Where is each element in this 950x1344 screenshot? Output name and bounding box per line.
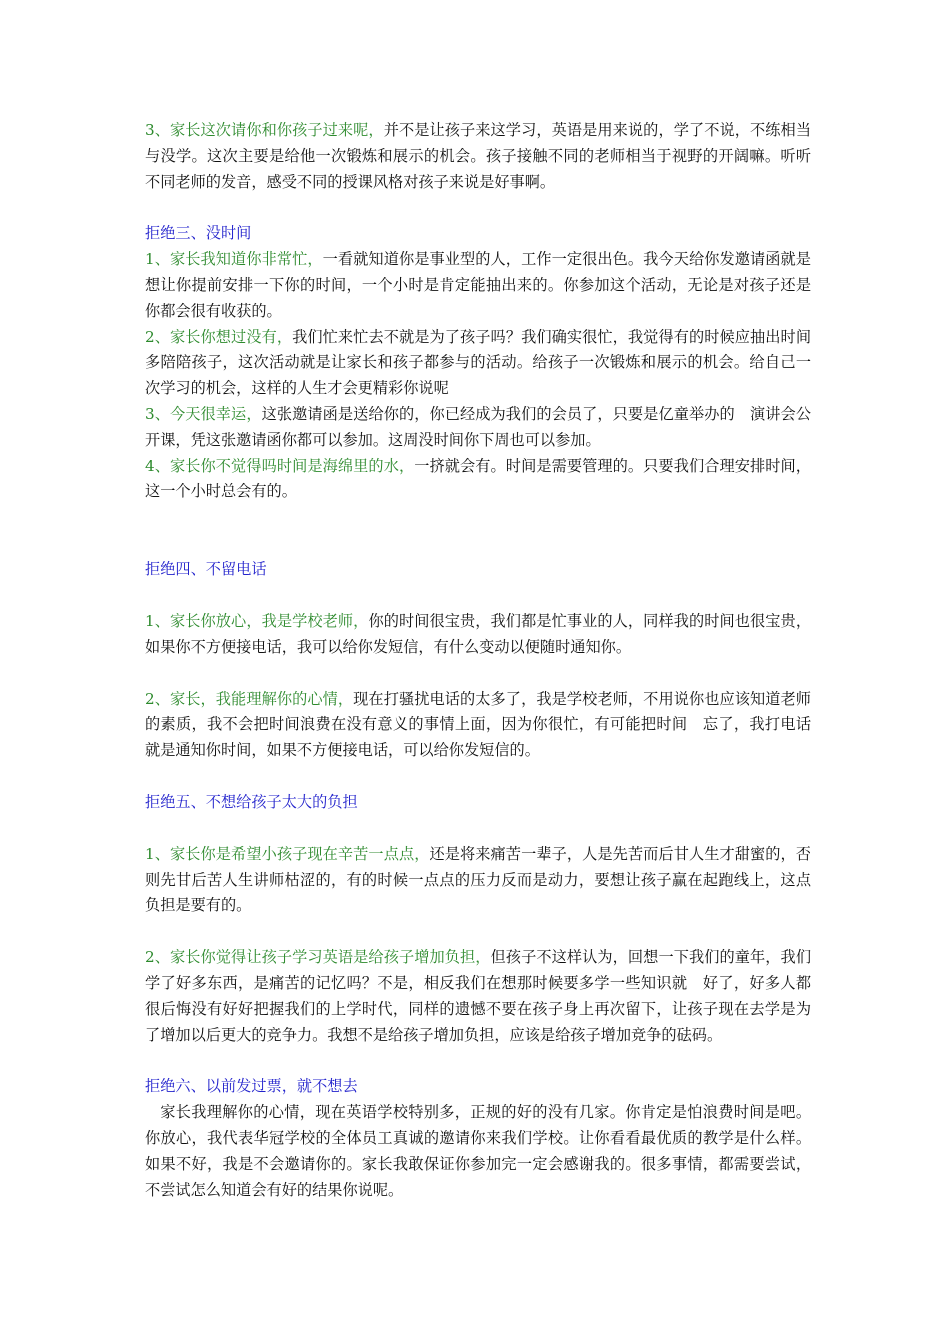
highlight-phrase: 1、家长我知道你非常忙， [145,250,323,269]
document-body [145,118,811,1203]
spacer [145,764,811,790]
section-heading: 拒绝六、以前发过票，就不想去 [145,1077,358,1096]
spacer [145,505,811,557]
highlight-phrase: 1、家长你放心，我是学校老师， [145,611,369,630]
section-heading: 拒绝五、不想给孩子太大的负担 [145,792,358,811]
spacer [145,919,811,945]
highlight-phrase: 3、家长这次请你和你孩子过来呢， [145,121,384,139]
spacer [145,195,811,221]
highlight-phrase: 2、家长你想过没有， [145,327,293,346]
spacer [145,816,811,842]
paragraph-text: 家长我理解你的心情，现在英语学校特别多，正规的好的没有几家。你肯定是怕浪费时间是吧。你放心，我代表华冠学校的全体员工真诚的邀请你来我们学校。让你看看最优质的教学是什么样。如果不好，我是不会邀请你的。家长我敢保证你参加完一定会感谢我的。很多事情，都需要尝试，不尝试怎么知道会有好的结果你说呢。 [145,1103,811,1199]
paragraph [145,402,811,454]
paragraph [145,1100,811,1203]
paragraph [145,118,811,195]
paragraph-text: 一看就知道你是事业型的人，工作一定很出色。我今天给你发邀请函就是想让你提前安排一下你的时间，一个小时是肯定能抽出来的。你参加这个活动，无论是对孩子还是你都会很有收获的。 [145,250,811,320]
section-heading: 拒绝四、不留电话 [145,560,267,579]
paragraph-text: 并不是让孩子来这学习，英语是用来说的，学了不说，不练相当与没学。这次主要是给他一次锻炼和展示的机会。孩子接触不同的老师相当于视野的开阔嘛。听听不同老师的发音，感受不同的授课风格对孩子来说是好事啊。 [145,121,812,191]
paragraph-text: 还是将来痛苦一辈子，人是先苦而后甘人生才甜蜜的，否则先甘后苦人生讲师枯涩的，有的时候一点点的压力反而是动力，要想让孩子赢在起跑线上，这点负担是要有的。 [145,844,811,915]
paragraph-text: 但孩子不这样认为，回想一下我们的童年，我们学了好多东西，是痛苦的记忆吗？不是，相反我们在想那时候要多学一些知识就 好了，好多人都很后悔没有好好把握我们的上学时代，同样的遗憾不要在孩子身上再次留下，让孩子现在去学是为了增加以后更大的竞争力。我想不是给孩子增加负担，应该是给孩子增加竞争的砝码。 [145,948,812,1044]
paragraph [145,325,811,402]
highlight-phrase: 2、家长你觉得让孩子学习英语是给孩子增加负担， [145,948,491,967]
paragraph [145,247,811,324]
highlight-phrase: 3、今天很幸运， [145,404,262,423]
section-heading: 拒绝三、没时间 [145,224,252,243]
paragraph-text: 一挤就会有。时间是需要管理的。只要我们合理安排时间，这一个小时总会有的。 [145,456,811,501]
paragraph-text: 我们忙来忙去不就是为了孩子吗？我们确实很忙，我觉得有的时候应抽出时间多陪陪孩子，这次活动就是让家长和孩子都参与的活动。给孩子一次锻炼和展示的机会。给自己一次学习的机会，这样的人生才会更精彩你说呢 [145,327,812,398]
paragraph-text: 这张邀请函是送给你的，你已经成为我们的会员了，只要是亿童举办的 演讲会公开课，凭这张邀请函你都可以参加。这周没时间你下周也可以参加。 [145,404,812,449]
highlight-phrase: 4、家长你不觉得吗时间是海绵里的水， [145,456,415,475]
paragraph [145,687,811,764]
paragraph [145,454,811,506]
spacer [145,583,811,609]
highlight-phrase: 2、家长，我能理解你的心情， [145,689,354,708]
spacer [145,661,811,687]
highlight-phrase: 1、家长你是希望小孩子现在辛苦一点点， [145,844,430,863]
paragraph-text: 现在打骚扰电话的太多了，我是学校老师，不用说你也应该知道老师的素质，我不会把时间浪费在没有意义的事情上面，因为你很忙，有可能把时间 忘了，我打电话就是通知你时间，如果不方便接电话，可以给你发短信的。 [145,689,811,760]
paragraph [145,609,811,661]
paragraph-text: 你的时间很宝贵，我们都是忙事业的人，同样我的时间也很宝贵，如果你不方便接电话，我可以给你发短信，有什么变动以便随时通知你。 [145,611,812,656]
spacer [145,1048,811,1074]
paragraph [145,842,811,919]
paragraph [145,945,811,1048]
